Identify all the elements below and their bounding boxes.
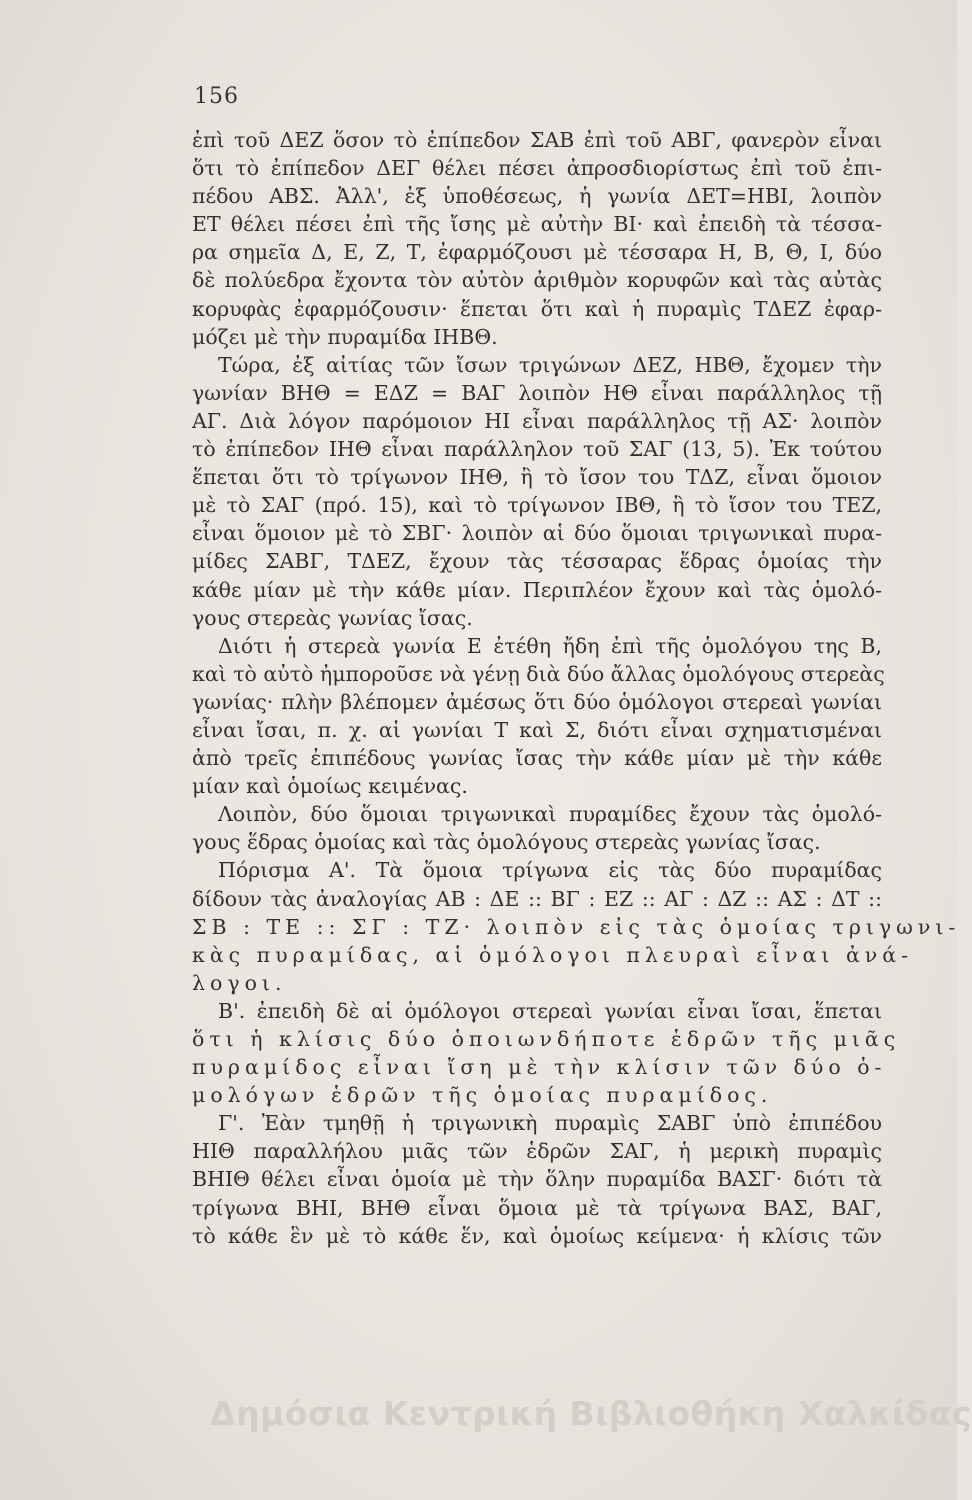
text-line: πέδου ΑΒΣ. Ἀλλ', ἐξ ὑποθέσεως, ἡ γωνία ΔΕΤ=ΗΒΙ, λοιπὸν — [192, 184, 882, 209]
text-line: εἶναι ἴσαι, π. χ. αἱ γωνίαι Τ καὶ Σ, διότι εἶναι σχηματισμέναι — [192, 717, 882, 742]
corollary-heading-line: Πόρισμα Α'. Τὰ ὅμοια τρίγωνα εἰς τὰς δύο πυραμίδας — [218, 858, 882, 883]
text-line: ρα σημεῖα Δ, Ε, Ζ, Τ, ἐφαρμόζουσι μὲ τέσσαρα Η, Β, Θ, Ι, δύο — [192, 240, 882, 265]
text-line: ΣΒ : ΤΕ :: ΣΓ : ΤΖ· λοιπὸν εἰς τὰς ὁμοίας τριγωνι- — [192, 914, 961, 939]
text-line: δὲ πολύεδρα ἔχοντα τὸν αὐτὸν ἀριθμὸν κορυφῶν καὶ τὰς αὐτὰς — [192, 268, 882, 293]
text-line: ἐπὶ τοῦ ΔΕΖ ὅσον τὸ ἐπίπεδον ΣΑΒ ἐπὶ τοῦ ΑΒΓ, φανερὸν εἶναι — [192, 128, 882, 152]
text-line: Β'. ἐπειδὴ δὲ αἱ ὁμόλογοι στερεαὶ γωνίαι εἶναι ἴσαι, ἕπεται — [218, 998, 882, 1023]
text-line: δίδουν τὰς ἀναλογίας ΑΒ : ΔΕ :: ΒΓ : ΕΖ :: ΑΓ : ΔΖ :: ΑΣ : ΔΤ :: — [192, 886, 882, 911]
text-line: ΒΗΙΘ θέλει εἶναι ὁμοία μὲ τὴν ὅλην πυραμίδα ΒΑΣΓ· διότι τὰ — [192, 1167, 882, 1192]
text-line: ΕΤ θέλει πέσει ἐπὶ τῆς ἴσης μὲ αὐτὴν ΒΙ· καὶ ἐπειδὴ τὰ τέσσα- — [192, 212, 882, 237]
text-line: μόζει μὲ τὴν πυραμίδα ΙΗΒΘ. — [192, 324, 498, 349]
text-line: τὸ ἐπίπεδον ΙΗΘ εἶναι παράλληλον τοῦ ΣΑΓ (13, 5). Ἐκ τούτου — [192, 437, 882, 462]
text-line: εἶναι ὅμοιον μὲ τὸ ΣΒΓ· λοιπὸν αἱ δύο ὅμοιαι τριγωνικαὶ πυρα- — [192, 521, 882, 546]
text-line: γους ἕδρας ὁμοίας καὶ τὰς ὁμολόγους στερεὰς γωνίας ἴσας. — [192, 830, 821, 855]
text-line: τρίγωνα ΒΗΙ, ΒΗΘ εἶναι ὅμοια μὲ τὰ τρίγωνα ΒΑΣ, ΒΑΓ, — [192, 1195, 882, 1220]
text-line: μίδες ΣΑΒΓ, ΤΔΕΖ, ἔχουν τὰς τέσσαρας ἕδρας ὁμοίας τὴν — [192, 549, 882, 574]
text-line: ἀπὸ τρεῖς ἐπιπέδους γωνίας ἴσας τὴν κάθε μίαν μὲ τὴν κάθε — [192, 746, 882, 771]
text-line: μὲ τὸ ΣΑΓ (πρό. 15), καὶ τὸ τρίγωνον ΙΒΘ, ἢ τὸ ἴσον του ΤΕΖ, — [192, 493, 882, 518]
text-line: Τώρα, ἐξ αἰτίας τῶν ἴσων τριγώνων ΔΕΖ, ΗΒΘ, ἔχομεν τὴν — [218, 352, 882, 377]
text-line: κάθε μίαν μὲ τὴν κάθε μίαν. Περιπλέον ἔχουν καὶ τὰς ὁμολό- — [192, 577, 882, 602]
text-line: ὅτι τὸ ἐπίπεδον ΔΕΓ θέλει πέσει ἀπροσδιορίστως ἐπὶ τοῦ ἐπι- — [192, 156, 882, 181]
text-line: τὸ κάθε ἓν μὲ τὸ κάθε ἕν, καὶ ὁμοίως κείμενα· ἡ κλίσις τῶν — [192, 1223, 882, 1248]
text-line: λογοι. — [192, 970, 287, 995]
text-line: γους στερεὰς γωνίας ἴσας. — [192, 605, 473, 630]
text-line: πυραμίδος εἶναι ἴση μὲ τὴν κλίσιν τῶν δύο ὁ- — [192, 1055, 887, 1080]
text-line: γωνίαν ΒΗΘ = ΕΔΖ = ΒΑΓ λοιπὸν ΗΘ εἶναι παράλληλος τῇ — [192, 380, 882, 405]
text-line: ΑΓ. Διὰ λόγον παρόμοιον ΗΙ εἶναι παράλληλος τῇ ΑΣ· λοιπὸν — [192, 408, 882, 433]
text-line: μίαν καὶ ὁμοίως κειμένας. — [192, 774, 468, 799]
text-line: κορυφὰς ἐφαρμόζουσιν· ἕπεται ὅτι καὶ ἡ πυραμὶς ΤΔΕΖ ἐφαρ- — [192, 296, 882, 321]
text-line: Διότι ἡ στερεὰ γωνία Ε ἐτέθη ἤδη ἐπὶ τῆς ὁμολόγου της Β, — [218, 633, 882, 658]
library-watermark: Δημόσια Κεντρική Βιβλιοθήκη Χαλκίδας — [210, 1394, 972, 1433]
text-line: κὰς πυραμίδας, αἱ ὁμόλογοι πλευραὶ εἶναι ἀνά- — [192, 942, 914, 967]
text-line: ὅτι ἡ κλίσις δύο ὁποιωνδήποτε ἑδρῶν τῆς μιᾶς — [192, 1027, 901, 1051]
text-line: καὶ τὸ αὐτὸ ἠμποροῦσε νὰ γένῃ διὰ δύο ἄλλας ὁμολόγους στερεὰς — [192, 661, 885, 686]
text-line: Γ'. Ἐὰν τμηθῇ ἡ τριγωνικὴ πυραμὶς ΣΑΒΓ ὑπὸ ἐπιπέδου — [218, 1111, 882, 1136]
page-number: 156 — [194, 84, 239, 109]
text-line: γωνίας· πλὴν βλέπομεν ἀμέσως ὅτι δύο ὁμόλογοι στερεαὶ γωνίαι — [192, 689, 882, 714]
text-line: μολόγων ἑδρῶν τῆς ὁμοίας πυραμίδος. — [192, 1083, 773, 1108]
text-line: Λοιπὸν, δύο ὅμοιαι τριγωνικαὶ πυραμίδες ἔχουν τὰς ὁμολό- — [218, 802, 882, 827]
text-line: ΗΙΘ παραλλήλου μιᾶς τῶν ἑδρῶν ΣΑΓ, ἡ μερικὴ πυραμὶς — [192, 1139, 882, 1164]
text-line: ἕπεται ὅτι τὸ τρίγωνον ΙΗΘ, ἢ τὸ ἴσον του ΤΔΖ, εἶναι ὅμοιον — [192, 465, 882, 490]
body-text — [192, 126, 961, 1250]
